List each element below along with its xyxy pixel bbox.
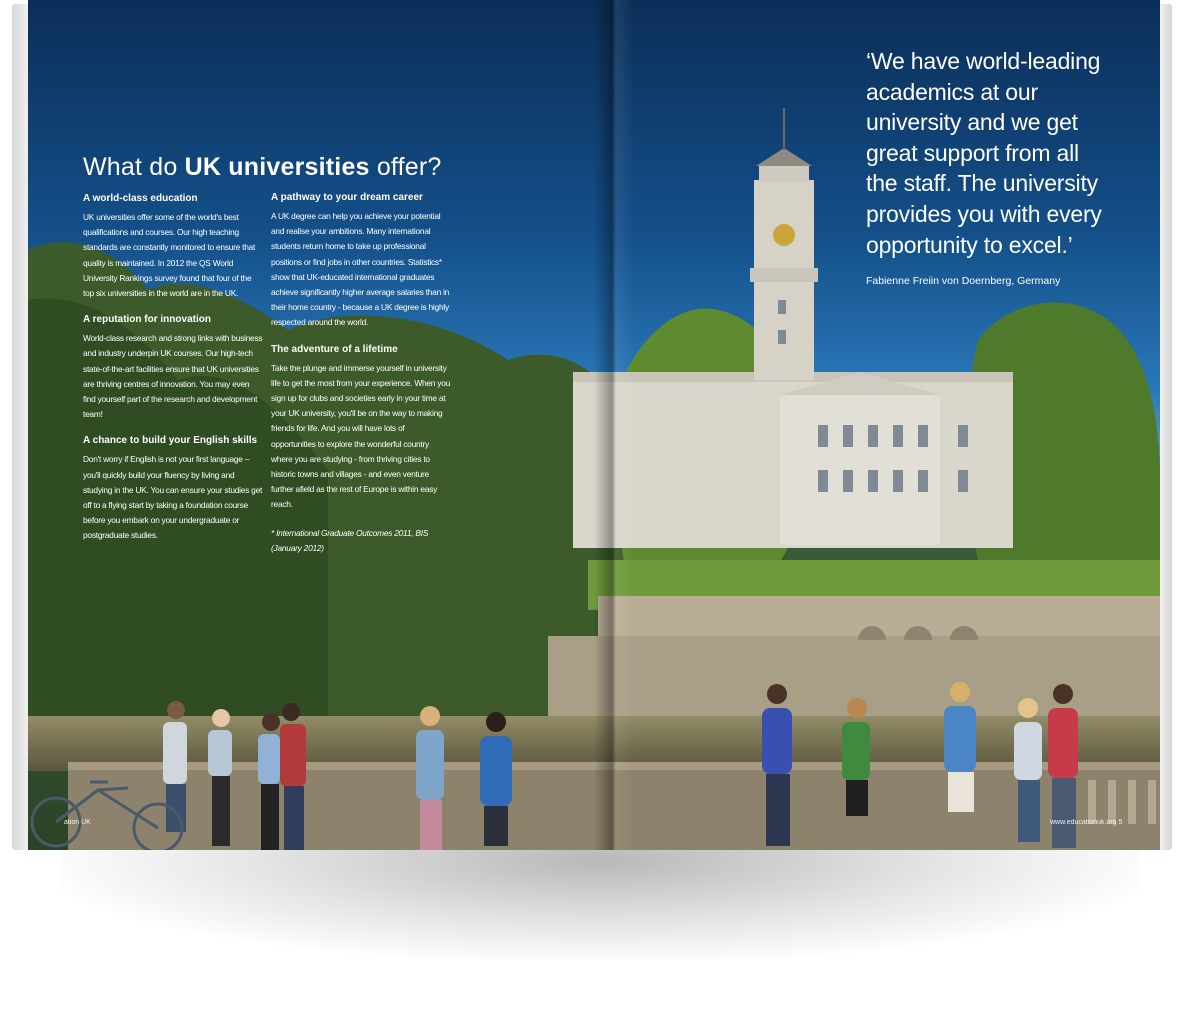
section-title-innovation: A reputation for innovation (83, 314, 211, 326)
right-page-edge (1158, 4, 1172, 850)
text-column-right (271, 192, 451, 556)
quote-attribution: Fabienne Freiin von Doernberg, Germany (866, 275, 1061, 287)
section-title-career: A pathway to your dream career (271, 192, 423, 203)
right-folio: www.educationuk.org 5 (1050, 819, 1123, 826)
section-title-adventure: The adventure of a lifetime (271, 343, 398, 355)
book-shadow (60, 850, 1140, 960)
left-folio: ation UK (64, 819, 91, 826)
heading-emphasis: UK universities (184, 152, 370, 181)
text-column-left (83, 193, 263, 557)
pull-quote: ‘We have world-leading academics at our university and we get great support from all the staff. The university provides you with every opportunity to excel.’ (866, 48, 1102, 258)
section-title-english: A chance to build your English skills (83, 435, 258, 447)
section-body-innovation: World-class research and strong links with business and industry underpin UK courses. Our high-tech state-of-the-art facilities ensure that UK universities are thriving centres of innovation. You may even find yourself part of the research and development team! (83, 333, 263, 420)
heading-prefix: What do (83, 152, 185, 181)
page-heading (83, 153, 442, 182)
section-body-english: Don't worry if English is not your first language – you'll quickly build your fluency by living and studying in the UK. You can ensure your studies get off to a flying start by taking a foundation course before you embark on your undergraduate or postgraduate studies. (83, 454, 263, 541)
section-body-career: A UK degree can help you achieve your potential and realise your ambitions. Many international students return home to take up professional positions or find jobs in other countries. Statistics* show that UK-educated international graduates achieve significantly higher average salaries than in their home country - because a UK degree is highly respected around the world. (271, 211, 450, 328)
footnote: * International Graduate Outcomes 2011, BIS (January 2012) (271, 527, 429, 553)
spine-shadow (594, 0, 634, 850)
section-body-education: UK universities offer some of the world's best qualifications and courses. Our high teaching standards are constantly monitored to ensure that quality is maintained. In 2012 the QS World University Rankings survey found that four of the top six universities in the world are in the UK. (83, 212, 256, 299)
open-brochure (28, 0, 1160, 850)
section-body-adventure: Take the plunge and immerse yourself in university life to get the most from your experience. When you sign up for clubs and societies early in your time at your UK university, you'll be on the way to making friends for life. And you will have lots of opportunities to explore the wonderful country where you are studying - from thriving cities to historic towns and villages - and even venture further afield as the rest of Europe is within easy reach. (271, 362, 451, 510)
heading-suffix: offer? (369, 152, 442, 181)
section-title-education: A world-class education (83, 193, 198, 204)
